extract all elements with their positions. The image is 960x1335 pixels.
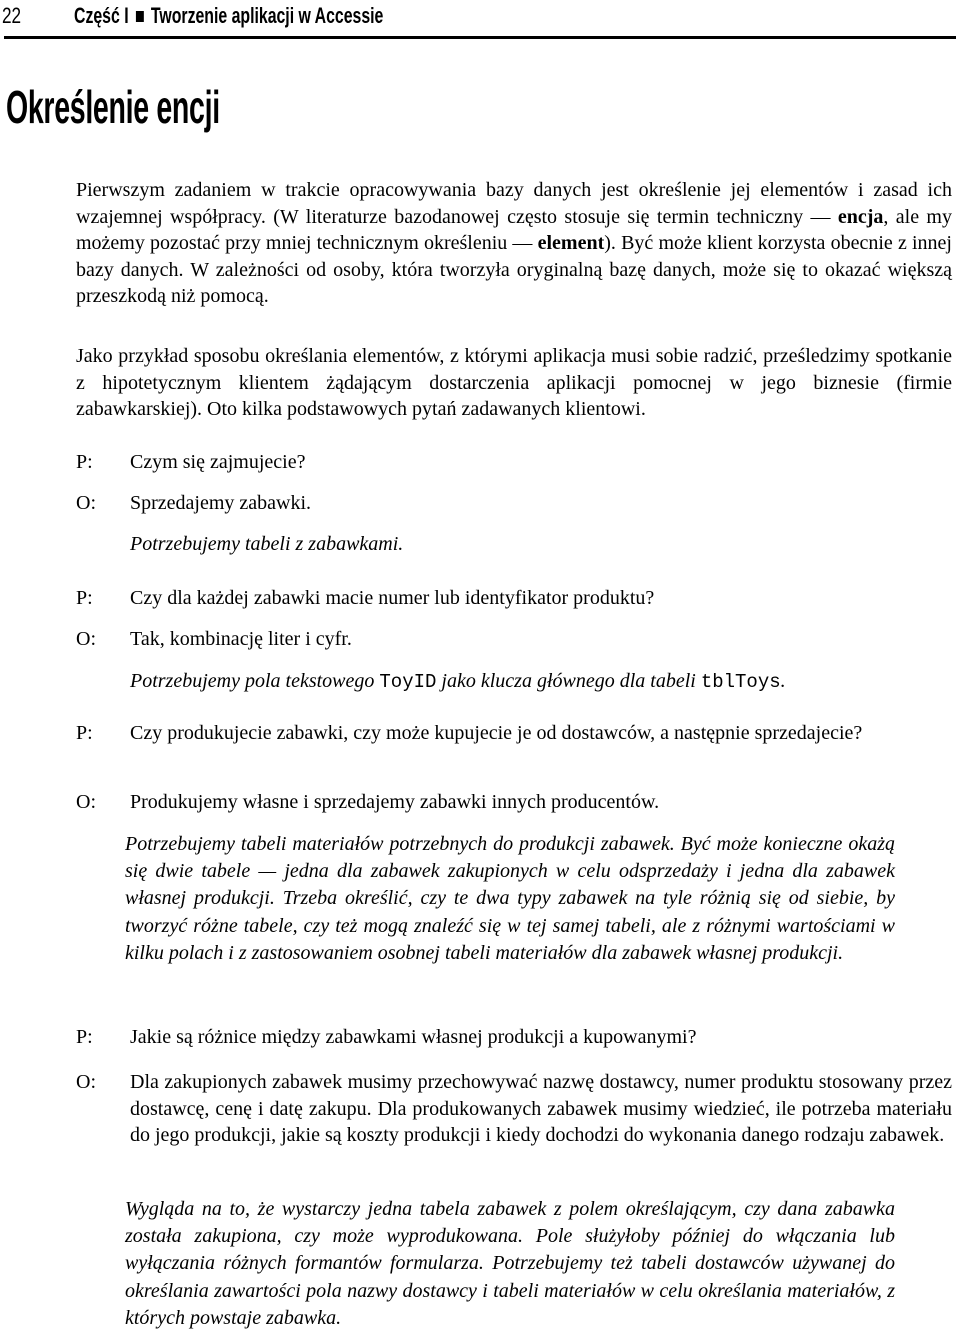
example-paragraph: Jako przykład sposobu określania elementów, z którymi aplikacja musi sobie radzić, prześledzimy spotkanie z hipotetycznym klientem żądającym dostarczenia aplikacji pomocnej w jego biznesie (firmie zabawkarskiej). Oto kilka podstawowych pytań zadawanych klientowi. — [76, 345, 952, 420]
note-text: . — [780, 670, 786, 692]
running-header — [0, 0, 960, 40]
answer-label: O: — [76, 791, 96, 813]
note-4: Wygląda na to, że wystarczy jedna tabela zabawek z polem określającym, czy dana zabawka została zakupiona, czy może wyprodukowana. Pole służyłoby później do włączania lub wyłączania różnych formantów formularza. Potrzebujemy też tabeli dostawców używanej do określania zawartości pola nazwy dostawcy i tabeli materiałów w celu określania materiałów, z których powstaje zabawka. — [125, 1198, 895, 1329]
answer-label: O: — [76, 492, 96, 514]
question-label: P: — [76, 722, 93, 744]
answer-text: Tak, kombinację liter i cyfr. — [130, 628, 352, 650]
part-label: Część I — [74, 3, 129, 28]
question-text: Czy dla każdej zabawki macie numer lub identyfikator produktu? — [130, 587, 655, 609]
note-text: jako klucza głównego dla tabeli — [436, 670, 701, 692]
intro-paragraph — [76, 177, 952, 310]
answer-label: O: — [76, 628, 96, 650]
answer-label: O: — [76, 1071, 96, 1093]
question-label: P: — [76, 451, 93, 473]
square-bullet-icon — [136, 11, 144, 22]
answer-text: Sprzedajemy zabawki. — [130, 492, 312, 514]
header-rule — [4, 36, 956, 39]
page-number: 22 — [2, 3, 22, 28]
question-text: Jakie są różnice między zabawkami własnej produkcji a kupowanymi? — [130, 1026, 697, 1048]
intro-text-2: , ale my możemy pozostać przy mniej technicznym określeniu — — [76, 205, 952, 254]
book-section: Tworzenie aplikacji w Accessie — [150, 3, 384, 28]
answer-text: Produkujemy własne i sprzedajemy zabawki innych producentów. — [130, 791, 660, 813]
term-encja: encja — [837, 205, 884, 228]
note-text: Potrzebujemy pola tekstowego — [130, 670, 380, 692]
intro-text-1: Pierwszym zadaniem w trakcie opracowywania bazy danych jest określenie jej elementów i zasad ich wzajemnej współpracy. (W literaturze bazodanowej często stosuje się termin techniczny — — [76, 179, 952, 228]
note-2 — [130, 668, 786, 696]
question-label: P: — [76, 1026, 93, 1048]
question-label: P: — [76, 587, 93, 609]
term-element: element — [537, 232, 605, 254]
section-title: Określenie encji — [6, 81, 220, 133]
note-3: Potrzebujemy tabeli materiałów potrzebnych do produkcji zabawek. Być może konieczne okażą się dwie tabele — jedna dla zabawek zakupionych w celu odsprzedaży i jedna dla zabawek własnej produkcji. Trzeba określić, czy te dwa typy zabawek na tyle różnią się od siebie, by tworzyć różne tabele, czy też mogą znaleźć się w tej samej tabeli, ale z różnymi wartościami w kilku polach i z zastosowaniem osobnej tabeli materiałów dla zabawek własnej produkcji. — [125, 833, 895, 964]
running-title — [74, 3, 383, 29]
question-text: Czy produkujecie zabawki, czy może kupujecie je od dostawców, a następnie sprzedajecie? — [130, 722, 863, 744]
intro-text-3: ). Być może klient korzysta obecnie z innej bazy danych. W zależności od osoby, która tworzyła oryginalną bazę danych, może się to okazać większą przeszkodą niż pomocą. — [76, 232, 952, 307]
note-1: Potrzebujemy tabeli z zabawkami. — [130, 533, 404, 555]
code-toyid: ToyID — [379, 671, 437, 693]
code-tbltoys: tblToys — [700, 671, 781, 693]
question-text: Czym się zajmujecie? — [130, 451, 306, 473]
answer-text: Dla zakupionych zabawek musimy przechowywać nazwę dostawcy, numer produktu stosowany przez dostawcę, cenę i datę zakupu. Dla produkowanych zabawek musimy wiedzieć, ile potrzeba materiału do jego produkcji, jakie są koszty produkcji i kiedy dochodzi do wykonania danego rodzaju zabawek. — [130, 1071, 952, 1146]
